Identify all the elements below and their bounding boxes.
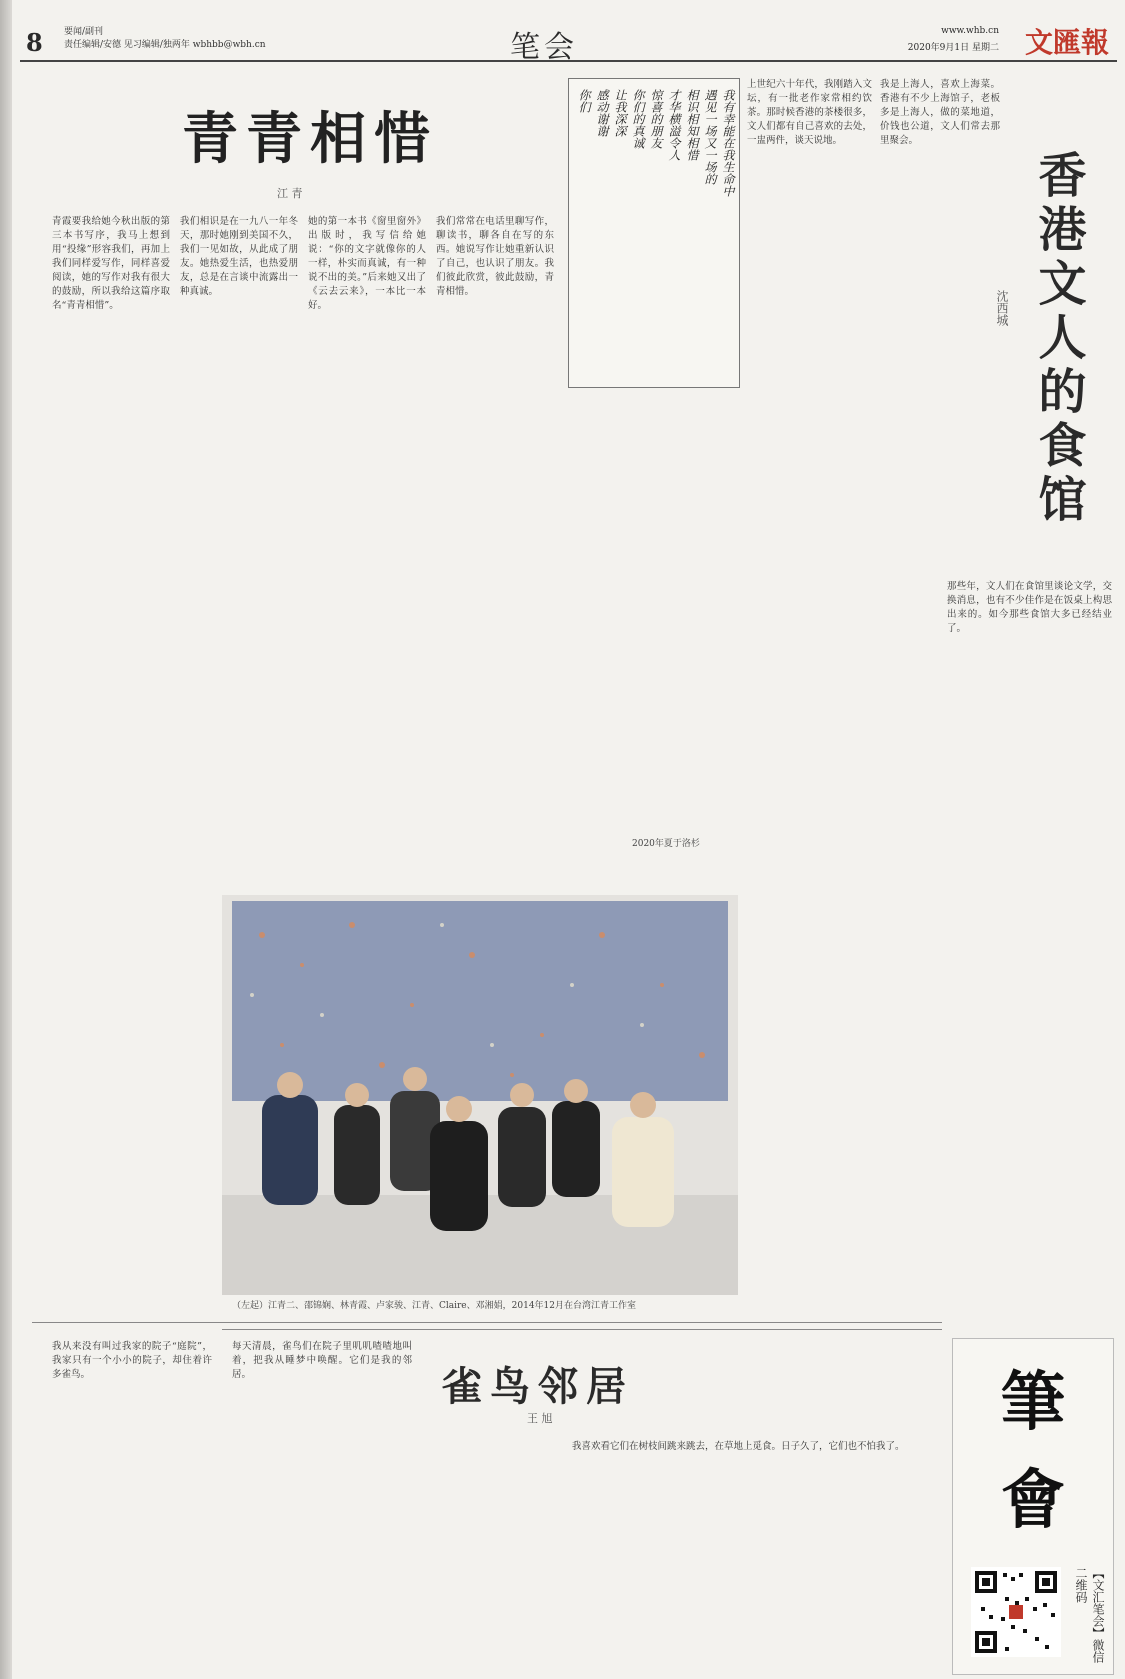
article-title-hongkong: 香港文人的食馆 <box>1030 150 1086 528</box>
calligraphy-line: 我有幸能在我生命中 <box>721 89 735 197</box>
article-title-sparrow: 雀鸟邻居 <box>442 1363 634 1410</box>
header-meta-line: 要闻/副刊 <box>64 27 104 37</box>
calligraphy-signature: 2020年夏于洛杉 <box>632 839 700 849</box>
calligraphy-line: 你们 <box>577 89 591 113</box>
header-meta-line: 责任编辑/安德 见习编辑/独两年 wbhbb@wbh.cn <box>64 40 266 50</box>
article-column: 那些年，文人们在食馆里谈论文学，交换消息，也有不少佳作是在饭桌上构思出来的。如今那些食馆大多已经结业了。 <box>947 581 1112 634</box>
calligraphy-letter <box>568 78 740 388</box>
article-column: 我从来没有叫过我家的院子“庭院”，我家只有一个小小的院子，却住着许多雀鸟。 <box>52 1341 212 1380</box>
page-binding-shadow <box>0 0 12 1679</box>
article-author: 沈西城 <box>995 290 1009 326</box>
issue-date: 2020年9月1日 星期二 <box>907 43 999 53</box>
article-column: 她的第一本书《窗里窗外》出版时，我写信给她说：“你的文字就像你的人一样，朴实而真诚，有一种说不出的美。”后来她又出了《云去云来》，一本比一本好。 <box>308 216 426 311</box>
article-column: 青霞要我给她今秋出版的第三本书写序，我马上想到用“投缘”形容我们，再加上我们同样爱写作，同样喜爱阅读，她的写作对我有很大的鼓励，所以我给这篇序取名“青青相惜”。 <box>52 216 170 311</box>
qr-caption: 【文汇笔会】微信二维码 <box>1074 1567 1105 1663</box>
bihui-column-box <box>952 1338 1114 1675</box>
calligraphy-line: 惊喜的朋友 <box>649 89 663 149</box>
calligraphy-line: 让我深深 <box>613 89 627 137</box>
article-column: 上世纪六十年代，我刚踏入文坛，有一批老作家常相约饮茶。那时候香港的茶楼很多，文人们都有自己喜欢的去处，一盅两件，谈天说地。 <box>747 79 872 146</box>
photo-caption: （左起）江青二、邵锦娴、林青霞、卢家骏、江青、Claire、邓湘娟，2014年12月在台湾江青工作室 <box>232 1301 636 1311</box>
painting-backdrop <box>232 901 728 1101</box>
site-url: www.whb.cn <box>941 26 999 36</box>
article-author: 江 青 <box>277 187 303 200</box>
column-name-glyph: 會 <box>1001 1463 1065 1538</box>
section-title: 笔会 <box>510 30 578 65</box>
newspaper-page <box>12 0 1125 1679</box>
article-author: 王 旭 <box>527 1412 553 1425</box>
page-header <box>20 20 1117 65</box>
article-column: 每天清晨，雀鸟们在院子里叽叽喳喳地叫着，把我从睡梦中唤醒。它们是我的邻居。 <box>232 1341 412 1380</box>
calligraphy-line: 相识相知相惜 <box>685 89 699 161</box>
article-column: 我喜欢看它们在树枝间跳来跳去，在草地上觅食。日子久了，它们也不怕我了。 <box>572 1441 905 1452</box>
page-number: 8 <box>26 28 43 57</box>
article-column: 我们常常在电话里聊写作，聊读书，聊各自在写的东西。她说写作让她重新认识了自己，也认识了朋友。我们彼此欣赏，彼此鼓励，青青相惜。 <box>436 216 554 297</box>
group-photo <box>222 895 738 1295</box>
section-divider <box>222 1329 942 1330</box>
newspaper-logo: 文匯報 <box>1024 26 1109 59</box>
qr-code-icon[interactable] <box>971 1567 1061 1657</box>
calligraphy-line: 感动谢谢 <box>595 89 609 137</box>
header-meta <box>64 26 266 52</box>
calligraphy-line: 才华横溢令人 <box>667 89 681 161</box>
article-column: 我是上海人，喜欢上海菜。香港有不少上海馆子，老板多是上海人，做的菜地道，价钱也公道，文人们常去那里聚会。 <box>880 79 1000 146</box>
section-divider <box>32 1322 942 1323</box>
calligraphy-line: 遇见一场又一场的 <box>703 89 717 185</box>
article-column: 我们相识是在一九八一年冬天，那时她刚到美国不久，我们一见如故，从此成了朋友。她热爱生活，也热爱朋友，总是在言谈中流露出一种真诚。 <box>180 216 298 297</box>
calligraphy-line: 你们的真诚 <box>631 89 645 149</box>
article-title-qingqing: 青青相惜 <box>182 106 438 172</box>
column-name-glyph: 筆 <box>1001 1365 1065 1440</box>
